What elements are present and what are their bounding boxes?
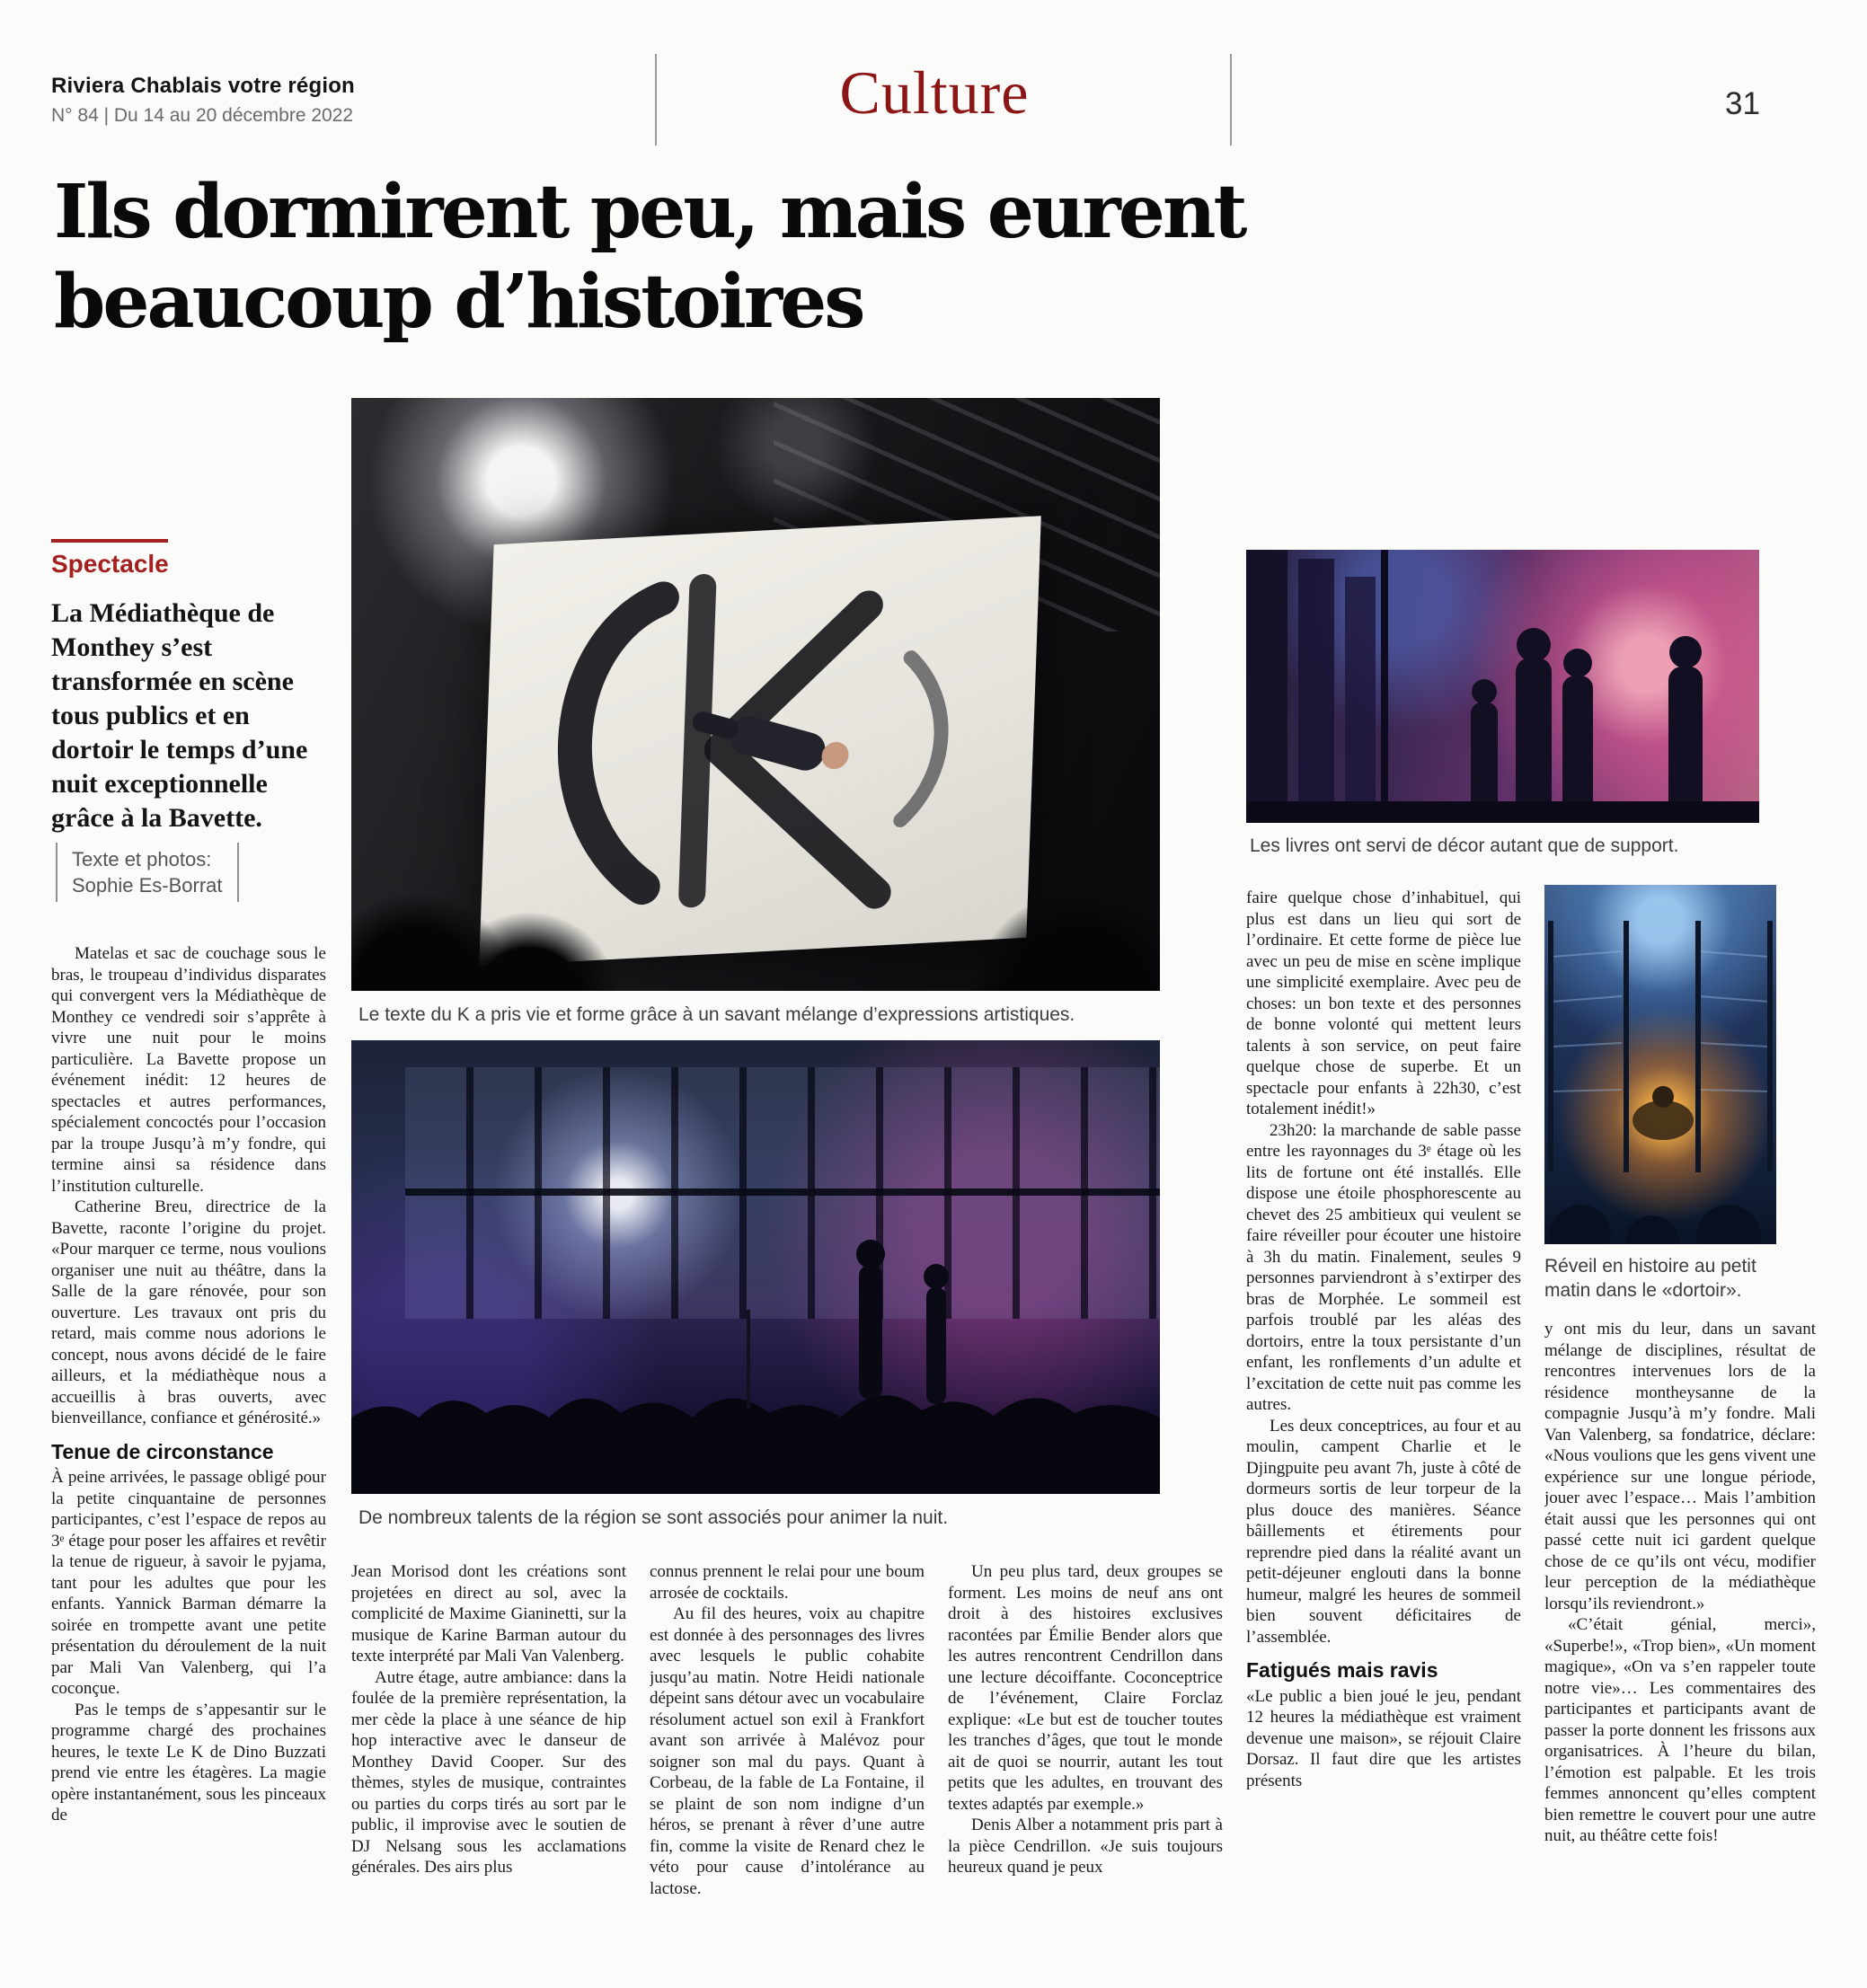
paragraph: Denis Alber a notamment pris part à la pièce Cendrillon. «Je suis toujours heureux quand je peux — [948, 1816, 1223, 1877]
headline — [54, 167, 1402, 347]
paragraph: Un peu plus tard, deux groupes se forment. Les moins de neuf ans ont droit à des histoires exclusives racontées par Émilie Bender alors que les autres rencontrent Cendrillon dans une lecture décoiffante. Coconceptrice de l’événement, Claire Forclaz explique: «Le but est de toucher toutes les tranches d’âges, que tout le monde ait de quoi se nourrir, autant les tout petits que les adultes, en trouvant des textes adaptés par exemple.» — [948, 1562, 1223, 1814]
subhead-fatigues-mais-ravis: Fatigués mais ravis — [1246, 1658, 1438, 1682]
photo-caption: Réveil en histoire au petit matin dans le «dortoir». — [1544, 1256, 1756, 1301]
paragraph: Pas le temps de s’appesantir sur le programme chargé des prochaines heures, le texte Le K de Dino Buzzati prend vie entre les étagères. La magie opère instantanément, sous les pinceaux de — [51, 1700, 326, 1825]
article-column-5 — [1246, 888, 1521, 1921]
masthead-issue: N° 84 | Du 14 au 20 décembre 2022 — [51, 105, 354, 126]
kicker: Spectacle — [51, 550, 169, 578]
audience-heads-silhouette — [351, 883, 1160, 991]
header-divider-right — [1230, 54, 1232, 146]
masthead — [51, 74, 355, 127]
bookshelf-silhouette — [1544, 885, 1776, 1244]
photo-caption: Le texte du K a pris vie et forme grâce à un savant mélange d’expressions artistiques. — [358, 1004, 1075, 1025]
header-divider-left — [655, 54, 657, 146]
paragraph: y ont mis du leur, dans un savant mélange de disciplines, résultat de rencontres intervenues lors de la résidence montheysanne de la compagnie Jusqu’à m’y fondre. Mali Van Valenberg, sa fondatrice, déclare: «Nous voulions que les gens vivent une expérience sur une longue période, jouer avec l’espace… Mais l’ambition était aussi que les personnes qui ont passé cette nuit ici gardent quelque chose de ce qu’ils ont vécu, modifier leur perception de la médiathèque lorsqu’ils reviendront.» — [1544, 1320, 1816, 1613]
photo-night-performance — [351, 1040, 1160, 1494]
shelves-and-people-silhouette — [1246, 550, 1759, 823]
photo-books-decor — [1246, 550, 1759, 823]
paragraph: faire quelque chose d’inhabituel, qui plus est dans un lieu qui sort de l’ordinaire. Et cette forme de pièce lue avec un peu de mise en scène implique une simplicité exemplaire. Avec peu de choses: un bon texte et des personnes de bonne volonté qui mettent leurs talents à son service, on peut faire quelque chose de superbe. Et un spectacle pour enfants à 22h30, c’est totalement inédit!» — [1246, 888, 1521, 1118]
page-number: 31 — [1725, 86, 1760, 121]
paragraph: Jean Morisod dont les créations sont projetées en direct au sol, avec la complicité de Maxime Gianinetti, sur la musique de Karine Barman autour du texte interprété par Mali Van Valenberg. — [351, 1562, 626, 1666]
kicker-rule — [51, 539, 168, 543]
headline-line-2: beaucoup d’histoires — [54, 259, 863, 345]
byline — [56, 843, 239, 902]
paragraph: Au fil des heures, voix au chapitre est donnée à des personnages des livres avec lesquels le public cohabite jusqu’au matin. Notre Heidi nationale dépeint sans détour avec un vocabulaire résolument actuel son exil à Frankfort avant son arrivée à Malévoz pour soigner son mal du pays. Quant à Corbeau, de la fable de La Fontaine, il se plaint de son nom indigne d’un héros, se prenant à rêver d’une autre fin, comme la visite de Renard chez le véto pour cause d’intolérance au lactose. — [650, 1604, 925, 1898]
article-column-2 — [351, 1561, 626, 1985]
masthead-title: Riviera Chablais votre région — [51, 74, 355, 98]
subhead-tenue-de-circonstance: Tenue de circonstance — [51, 1439, 274, 1463]
article-column-3 — [650, 1561, 925, 1985]
headline-line-1: Ils dormirent peu, mais eurent — [54, 169, 1245, 255]
photo-morning-story — [1544, 885, 1776, 1244]
paragraph: «C’était génial, merci», «Superbe!», «Trop bien», «Un moment magique», «On va s’en rappeler toute notre vie»… Les commentaires des participantes et participants avant de passer la porte donnent les frissons aux organisatrices. À l’heure du bilan, l’émotion est palpable. Et les trois femmes annoncent qu’elles comptent bien remettre le couvert pour une autre nuit, au théâtre cette fois! — [1544, 1615, 1816, 1845]
paragraph: Catherine Breu, directrice de la Bavette, raconte l’origine du projet. «Pour marquer ce terme, nous voulions organiser une nuit au théâtre, dans la Salle de la gare rénovée, pour son ouverture. Les travaux ont pris du retard, mais comme nous adorions le concept, nous avons décidé de le faire ailleurs, et la médiathèque nous a accueillis à bras ouverts, avec bienveillance, confiance et générosité.» — [51, 1197, 326, 1427]
article-column-1 — [51, 943, 326, 1985]
paragraph: «Le public a bien joué le jeu, pendant 12 heures la médiathèque est vraiment devenue une maison», se réjouit Claire Dorsaz. Il faut dire que les artistes présents — [1246, 1686, 1521, 1790]
lede: La Médiathèque de Monthey s’est transformée en scène tous publics et en dortoir le temps d’une nuit exceptionnelle grâce à la Bavette. — [51, 598, 308, 833]
paragraph: Autre étage, autre ambiance: dans la foulée de la première représentation, la mer cède la place à une séance de hip hop interactive avec le danseur de Monthey David Cooper. Sur des thèmes, styles de musique, contraintes ou parties du corps tirés au sort par le public, il improvise avec le soutien de DJ Nelsang sous les acclamations générales. Des airs plus — [351, 1667, 626, 1877]
photo-caption: Les livres ont servi de décor autant que de support. — [1250, 835, 1679, 856]
photo-stage-overhead — [351, 398, 1160, 991]
photo-caption: De nombreux talents de la région se sont associés pour animer la nuit. — [358, 1507, 949, 1528]
article-column-4 — [948, 1561, 1223, 1985]
byline-label: Texte et photos: — [72, 848, 212, 870]
article-column-6 — [1544, 1319, 1816, 1930]
paragraph: Les deux conceptrices, au four et au moulin, campent Charlie et le Djingpuite peu avant 7h, juste à côté de dormeurs sortis de leur torpeur de la plus douce des manières. Séance bâillements et étirements pour reprendre pied dans la réalité avant un petit-déjeuner englouti dans la bonne humeur, malgré les heures de sommeil bien souvent déficitaires de l’assemblée. — [1246, 1416, 1521, 1647]
paragraph: Matelas et sac de couchage sous le bras, le troupeau d’individus disparates qui convergent vers la Médiathèque de Monthey ce vendredi soir s’apprête à vivre une nuit pour le moins particulière. La Bavette propose un événement inédit: 12 heures de spectacles et autres performances, spécialement concoctés pour l’occasion par la troupe Jusqu’à m’y fondre, qui termine ainsi sa résidence dans l’institution culturelle. — [51, 944, 326, 1196]
byline-name: Sophie Es-Borrat — [72, 874, 223, 897]
paragraph: 23h20: la marchande de sable passe entre les rayonnages du 3ᵉ étage où les lits de fortune ont été installés. Elle dispose une étoile phosphorescente au chevet des 25 ambitieux qui veulent se faire réveiller pour écouter une histoire à 3h du matin. Finalement, seules 9 personnes parviendront à s’extirper des bras de Morphée. Le sommeil est parfois troublé par les aléas des dortoirs, entre la toux persistante d’un enfant, les ronflements d’un adulte et l’excitation de cette nuit pas comme les autres. — [1246, 1120, 1521, 1414]
section-title: Culture — [839, 58, 1030, 127]
paragraph: À peine arrivées, le passage obligé pour la petite cinquantaine de personnes participantes, c’est l’espace de repos au 3ᵉ étage pour poser les affaires et revêtir la tenue de rigueur, à savoir le pyjama, tant pour les adultes que pour les enfants. Yannick Barman démarre la soirée en trompette avant une petite présentation du déroulement de la nuit par Mali Van Valenberg, qui l’a coconçue. — [51, 1468, 326, 1698]
crowd-silhouette — [351, 1040, 1160, 1494]
paragraph: connus prennent le relai pour une boum arrosée de cocktails. — [650, 1562, 925, 1603]
